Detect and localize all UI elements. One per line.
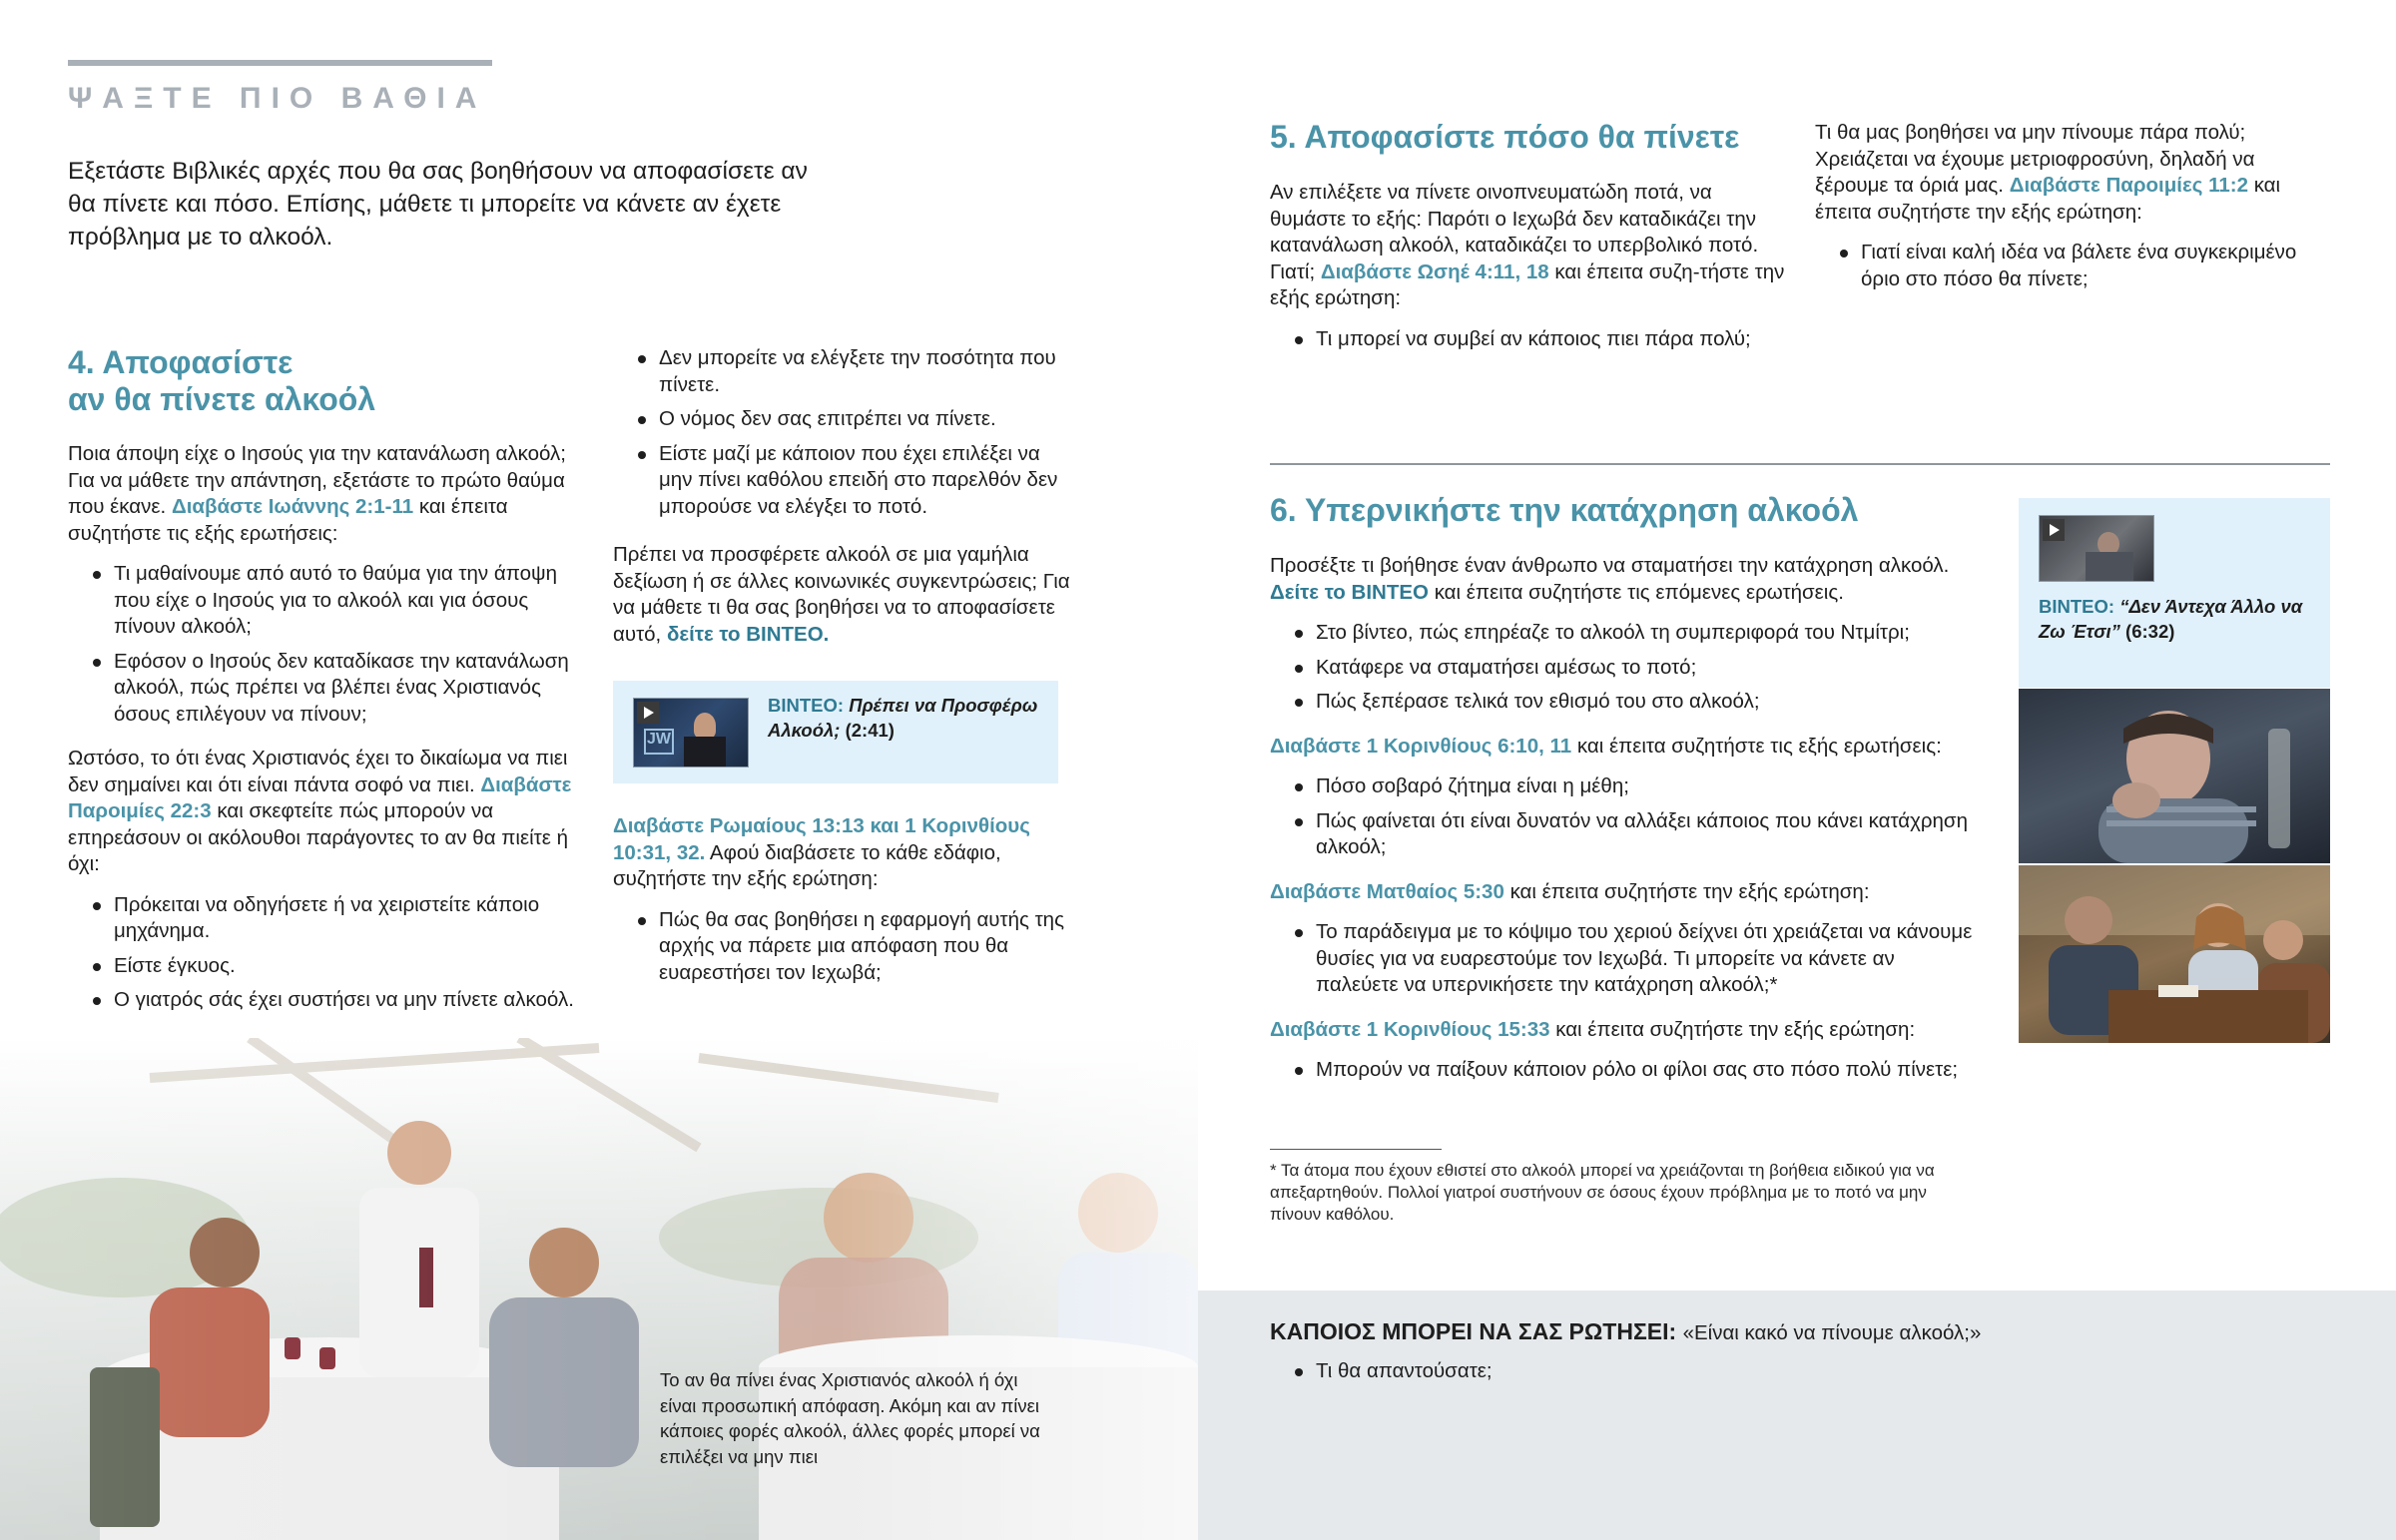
section6-p2: Διαβάστε 1 Κορινθίους 6:10, 11 και έπειτα συζητήστε τις εξής ερωτήσεις:: [1270, 734, 1942, 758]
video-thumbnail[interactable]: JW: [633, 698, 749, 768]
section4-bullets3: [613, 345, 1072, 520]
scripture-link-proverbs-11-2[interactable]: Διαβάστε Παροιμίες 11:2: [2009, 174, 2248, 197]
ask-box-question: «Είναι κακό να πίνουμε αλκοόλ;»: [1682, 1321, 1982, 1344]
section6-bullets2: [1270, 773, 1977, 861]
section4-p2: Ωστόσο, το ότι ένας Χριστιανός έχει το δικαίωμα να πιει δεν σημαίνει και ότι είναι πάντα σοφό να πιει. Διαβάστε Παροιμίες 22:3 και σκεφτείτε πώς μπορούν να επηρεάσουν οι ακόλουθοι παράγοντες το αν θα πιείτε ή όχι:: [68, 747, 572, 875]
section6-bullets1: [1270, 620, 1977, 716]
illustration-caption: Το αν θα πίνει ένας Χριστιανός αλκοόλ ή όχι είναι προσωπική απόφαση. Ακόμη και αν πίνει κάποιες φορές αλκοόλ, άλλες φορές μπορεί να επιλέξει να μην πιει: [660, 1369, 1040, 1467]
section4-title: [68, 344, 567, 418]
list-item: Πώς φαίνεται ότι είναι δυνατόν να αλλάξει κάποιος που κάνει κατάχρηση αλκοόλ;: [1270, 808, 1977, 861]
section4-p4: Διαβάστε Ρωμαίους 13:13 και 1 Κορινθίους 10:31, 32. Αφού διαβάσετε το κάθε εδάφιο, συζητήστε την εξής ερώτηση:: [613, 814, 1030, 890]
scripture-link-matthew[interactable]: Διαβάστε Ματθαίος 5:30: [1270, 879, 1504, 903]
video-caption: ΒΙΝΤΕΟ: Πρέπει να Προσφέρω Αλκοόλ; (2:41): [768, 695, 1038, 741]
section5-col2: [1815, 120, 2314, 300]
video-thumbnail[interactable]: [2039, 515, 2154, 582]
list-item: Τι θα απαντούσατε;: [1270, 1358, 1969, 1385]
video-title[interactable]: Πρέπει να Προσφέρω Αλκοόλ;: [768, 695, 1038, 741]
list-item: Τι μαθαίνουμε από αυτό το θαύμα για την άποψη που είχε ο Ιησούς για το αλκοόλ και για όσους πίνουν αλκοόλ;: [68, 561, 589, 641]
scripture-link-romans[interactable]: Διαβάστε Ρωμαίους 13:13 και 1 Κορινθίους 10:31, 32.: [613, 814, 1030, 864]
scripture-link-1cor-6[interactable]: Διαβάστε 1 Κορινθίους 6:10, 11: [1270, 734, 1572, 758]
play-icon[interactable]: [2043, 519, 2065, 541]
list-item: Δεν μπορείτε να ελέγξετε την ποσότητα που πίνετε.: [613, 345, 1072, 398]
list-item: Πόσο σοβαρό ζήτημα είναι η μέθη;: [1270, 773, 1977, 800]
kicker-title: ΨΑΞΤΕ ΠΙΟ ΒΑΘΙΑ: [68, 82, 487, 115]
section6-title: 6. Υπερνικήστε την κατάχρηση αλκοόλ: [1270, 492, 1859, 528]
list-item: Μπορούν να παίξουν κάποιον ρόλο οι φίλοι σας στο πόσο πολύ πίνετε;: [1270, 1057, 1977, 1084]
section4-video-box[interactable]: [613, 681, 1058, 783]
list-item: Πώς ξεπέρασε τελικά τον εθισμό του στο αλκοόλ;: [1270, 689, 1977, 716]
section-divider: [1270, 463, 2330, 465]
section4-p3: Πρέπει να προσφέρετε αλκοόλ σε μια γαμήλια δεξίωση ή σε άλλες κοινωνικές συγκεντρώσεις; Για να μάθετε τι θα σας βοηθήσει να το αποφασίσετε αυτό, δείτε το ΒΙΝΤΕΟ.: [613, 543, 1070, 646]
ask-box-heading: ΚΑΠΟΙΟΣ ΜΠΟΡΕΙ ΝΑ ΣΑΣ ΡΩΤΗΣΕΙ:: [1270, 1318, 1677, 1344]
section4-col1: [68, 441, 589, 1022]
list-item: Είστε μαζί με κάποιον που έχει επιλέξει να μην πίνει καθόλου επειδή στο παρελθόν δεν μπορούσε να ελέγξει το ποτό.: [613, 441, 1072, 521]
family-study-art: [2019, 865, 2330, 1043]
section4-col2-lower: [613, 813, 1072, 994]
list-item: Εφόσον ο Ιησούς δεν καταδίκασε την κατανάλωση αλκοόλ, πώς πρέπει να βλέπει ένας Χριστιανός όσους επιλέγουν να πίνουν;: [68, 649, 589, 729]
watch-video-link[interactable]: δείτε το ΒΙΝΤΕΟ.: [666, 622, 830, 646]
section6-col: [1270, 553, 1977, 1092]
section4-bullets4: [613, 907, 1072, 987]
ask-box-line: [1270, 1316, 1981, 1348]
man-drinking-art: [2019, 689, 2330, 863]
section4-title-line1: 4. Αποφασίστε: [68, 344, 294, 380]
scripture-link-john[interactable]: Διαβάστε Ιωάννης 2:1-11: [171, 495, 414, 518]
section6-video-box[interactable]: [2019, 498, 2330, 688]
section4-bullets1: [68, 561, 589, 728]
section4-p1: Ποια άποψη είχε ο Ιησούς για την κατανάλωση αλκοόλ; Για να μάθετε την απάντηση, εξετάστε το πρώτο θαύμα που έκανε. Διαβάστε Ιωάννης 2:1-11 και έπειτα συζητήστε τις εξής ερωτήσεις:: [68, 442, 567, 545]
section4-title-line2: αν θα πίνετε αλκοόλ: [68, 381, 376, 417]
watch-video-link[interactable]: Δείτε το ΒΙΝΤΕΟ: [1270, 580, 1429, 604]
scripture-link-1cor-15[interactable]: Διαβάστε 1 Κορινθίους 15:33: [1270, 1017, 1550, 1041]
list-item: Γιατί είναι καλή ιδέα να βάλετε ένα συγκεκριμένο όριο στο πόσο θα πίνετε;: [1815, 240, 2314, 292]
list-item: Είστε έγκυος.: [68, 953, 589, 980]
section6-bullets4: [1270, 1057, 1977, 1084]
section5-bullets2: [1815, 240, 2314, 292]
section5-p1: Αν επιλέξετε να πίνετε οινοπνευματώδη ποτά, να θυμάστε το εξής: Παρότι ο Ιεχωβά δεν καταδικάζει την κατανάλωση αλκοόλ, καταδικάζει το υπερβολικό ποτό. Γιατί; Διαβάστε Ωσηέ 4:11, 18 και έπειτα συζη-τήστε την εξής ερώτηση:: [1270, 181, 1785, 309]
section6-p1: Προσέξτε τι βοήθησε έναν άνθρωπο να σταματήσει την κατάχρηση αλκοόλ. Δείτε το ΒΙΝΤΕΟ και έπειτα συζητήστε τις επόμενες ερωτήσεις.: [1270, 554, 1950, 604]
scripture-link-proverbs-22-3[interactable]: Διαβάστε Παροιμίες 22:3: [68, 772, 572, 822]
section5-col1: [1270, 180, 1789, 360]
video-caption: ΒΙΝΤΕΟ: “Δεν Άντεχα Άλλο να Ζω Έτσι” (6:32): [2039, 596, 2303, 642]
intro-text: Εξετάστε Βιβλικές αρχές που θα σας βοηθήσουν να αποφασίσετε αν θα πίνετε και πόσο. Επίσης, μάθετε τι μπορείτε να κάνετε αν έχετε πρόβλημα με το αλκοόλ.: [68, 158, 808, 251]
section4-col2: [613, 345, 1072, 648]
footnote-rule: [1270, 1149, 1442, 1150]
section6-p4: Διαβάστε 1 Κορινθίους 15:33 και έπειτα συζητήστε την εξής ερώτηση:: [1270, 1017, 1916, 1041]
list-item: Το παράδειγμα με το κόψιμο του χεριού δείχνει ότι χρειάζεται να κάνουμε θυσίες για να ευαρεστούμε τον Ιεχωβά. Τι μπορείτε να κάνετε αν παλεύετε να υπερνικήσετε την κατάχρηση αλκοόλ;*: [1270, 919, 1977, 999]
list-item: Πρόκειται να οδηγήσετε ή να χειριστείτε κάποιο μηχάνημα.: [68, 892, 589, 945]
section6-p3: Διαβάστε Ματθαίος 5:30 και έπειτα συζητήστε την εξής ερώτηση:: [1270, 879, 1870, 903]
list-item: Πώς θα σας βοηθήσει η εφαρμογή αυτής της αρχής να πάρετε μια απόφαση που θα ευαρεστήσει τον Ιεχωβά;: [613, 907, 1072, 987]
section6-bullets3: [1270, 919, 1977, 999]
list-item: Ο νόμος δεν σας επιτρέπει να πίνετε.: [613, 406, 1072, 433]
list-item: Ο γιατρός σάς έχει συστήσει να μην πίνετε αλκοόλ.: [68, 987, 589, 1014]
footnote: * Τα άτομα που έχουν εθιστεί στο αλκοόλ μπορεί να χρειάζονται τη βοήθεια ειδικού για να απεξαρτηθούν. Πολλοί γιατροί συστήνουν σε όσους έχουν πρόβλημα με το ποτό να μην πίνουν καθόλου.: [1270, 1161, 1935, 1224]
kicker-rule: [68, 60, 492, 66]
ask-box-bullets: [1270, 1358, 1969, 1393]
ask-box: [1198, 1290, 2396, 1540]
play-icon[interactable]: [637, 702, 659, 724]
list-item: Κατάφερε να σταματήσει αμέσως το ποτό;: [1270, 655, 1977, 682]
section5-title: 5. Αποφασίστε πόσο θα πίνετε: [1270, 119, 1740, 155]
video-still-family: [2019, 865, 2330, 1043]
video-title[interactable]: “Δεν Άντεχα Άλλο να Ζω Έτσι”: [2039, 596, 2303, 642]
section5-bullets1: [1270, 326, 1789, 353]
video-still-man: [2019, 689, 2330, 863]
list-item: Στο βίντεο, πώς επηρέαζε το αλκοόλ τη συμπεριφορά του Ντμίτρι;: [1270, 620, 1977, 647]
list-item: Τι μπορεί να συμβεί αν κάποιος πιει πάρα πολύ;: [1270, 326, 1789, 353]
section4-bullets2: [68, 892, 589, 1014]
scripture-link-hosea[interactable]: Διαβάστε Ωσηέ 4:11, 18: [1320, 259, 1549, 283]
section5-p2: Τι θα μας βοηθήσει να μην πίνουμε πάρα πολύ; Χρειάζεται να έχουμε μετριοφροσύνη, δηλαδή να ξέρουμε τα όριά μας. Διαβάστε Παροιμίες 11:2 και έπειτα συζητήστε την εξής ερώτηση:: [1815, 121, 2281, 224]
